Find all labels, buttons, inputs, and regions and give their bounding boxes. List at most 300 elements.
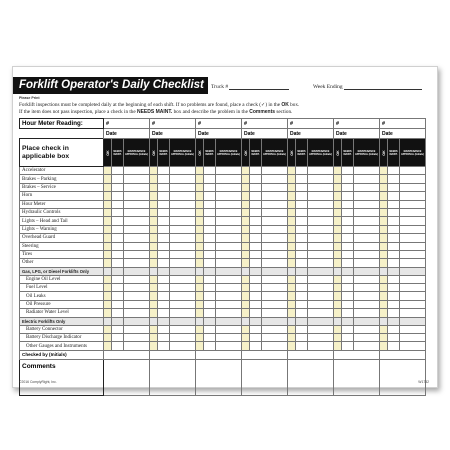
ok-checkbox[interactable] (288, 192, 296, 200)
needs-maint-checkbox[interactable] (388, 200, 400, 208)
maint-approval-field[interactable] (262, 284, 288, 292)
needs-maint-checkbox[interactable] (388, 325, 400, 333)
needs-maint-checkbox[interactable] (158, 342, 170, 350)
needs-maint-checkbox[interactable] (112, 275, 124, 283)
maint-approval-field[interactable] (308, 284, 334, 292)
ok-checkbox[interactable] (104, 292, 112, 300)
needs-maint-checkbox[interactable] (296, 334, 308, 342)
ok-checkbox[interactable] (104, 167, 112, 175)
maint-approval-field[interactable] (262, 242, 288, 250)
maint-approval-field[interactable] (170, 300, 196, 308)
needs-maint-checkbox[interactable] (204, 292, 216, 300)
maint-approval-field[interactable] (262, 259, 288, 267)
needs-maint-checkbox[interactable] (342, 334, 354, 342)
needs-maint-checkbox[interactable] (158, 284, 170, 292)
needs-maint-checkbox[interactable] (158, 200, 170, 208)
maint-approval-field[interactable] (216, 342, 242, 350)
needs-maint-checkbox[interactable] (112, 175, 124, 183)
ok-checkbox[interactable] (196, 208, 204, 216)
ok-checkbox[interactable] (380, 259, 388, 267)
needs-maint-checkbox[interactable] (204, 300, 216, 308)
maint-approval-field[interactable] (124, 225, 150, 233)
needs-maint-checkbox[interactable] (112, 242, 124, 250)
needs-maint-checkbox[interactable] (388, 250, 400, 258)
ok-checkbox[interactable] (196, 259, 204, 267)
needs-maint-checkbox[interactable] (296, 259, 308, 267)
ok-checkbox[interactable] (242, 309, 250, 317)
ok-checkbox[interactable] (196, 225, 204, 233)
needs-maint-checkbox[interactable] (112, 183, 124, 191)
ok-checkbox[interactable] (242, 183, 250, 191)
needs-maint-checkbox[interactable] (388, 334, 400, 342)
ok-checkbox[interactable] (150, 300, 158, 308)
ok-checkbox[interactable] (380, 292, 388, 300)
needs-maint-checkbox[interactable] (250, 325, 262, 333)
maint-approval-field[interactable] (124, 208, 150, 216)
ok-checkbox[interactable] (150, 183, 158, 191)
ok-checkbox[interactable] (380, 217, 388, 225)
maint-approval-field[interactable] (216, 234, 242, 242)
needs-maint-checkbox[interactable] (250, 242, 262, 250)
needs-maint-checkbox[interactable] (250, 167, 262, 175)
ok-checkbox[interactable] (150, 175, 158, 183)
needs-maint-checkbox[interactable] (296, 342, 308, 350)
maint-approval-field[interactable] (170, 259, 196, 267)
needs-maint-checkbox[interactable] (250, 183, 262, 191)
needs-maint-checkbox[interactable] (112, 217, 124, 225)
maint-approval-field[interactable] (170, 309, 196, 317)
needs-maint-checkbox[interactable] (388, 259, 400, 267)
ok-checkbox[interactable] (334, 250, 342, 258)
ok-checkbox[interactable] (380, 325, 388, 333)
needs-maint-checkbox[interactable] (204, 217, 216, 225)
needs-maint-checkbox[interactable] (158, 334, 170, 342)
maint-approval-field[interactable] (124, 300, 150, 308)
ok-checkbox[interactable] (150, 342, 158, 350)
ok-checkbox[interactable] (104, 208, 112, 216)
checked-by-input[interactable] (196, 350, 242, 359)
maint-approval-field[interactable] (124, 167, 150, 175)
ok-checkbox[interactable] (334, 183, 342, 191)
needs-maint-checkbox[interactable] (250, 334, 262, 342)
ok-checkbox[interactable] (196, 200, 204, 208)
ok-checkbox[interactable] (380, 300, 388, 308)
maint-approval-field[interactable] (216, 242, 242, 250)
maint-approval-field[interactable] (216, 225, 242, 233)
needs-maint-checkbox[interactable] (112, 208, 124, 216)
maint-approval-field[interactable] (170, 167, 196, 175)
needs-maint-checkbox[interactable] (388, 342, 400, 350)
ok-checkbox[interactable] (334, 325, 342, 333)
maint-approval-field[interactable] (216, 167, 242, 175)
ok-checkbox[interactable] (334, 309, 342, 317)
ok-checkbox[interactable] (334, 242, 342, 250)
maint-approval-field[interactable] (170, 334, 196, 342)
maint-approval-field[interactable] (262, 234, 288, 242)
ok-checkbox[interactable] (288, 284, 296, 292)
needs-maint-checkbox[interactable] (158, 225, 170, 233)
maint-approval-field[interactable] (216, 250, 242, 258)
maint-approval-field[interactable] (400, 225, 426, 233)
maint-approval-field[interactable] (262, 275, 288, 283)
ok-checkbox[interactable] (196, 192, 204, 200)
ok-checkbox[interactable] (288, 234, 296, 242)
ok-checkbox[interactable] (242, 292, 250, 300)
ok-checkbox[interactable] (380, 234, 388, 242)
checked-by-input[interactable] (288, 350, 334, 359)
ok-checkbox[interactable] (242, 242, 250, 250)
maint-approval-field[interactable] (216, 300, 242, 308)
maint-approval-field[interactable] (400, 275, 426, 283)
maint-approval-field[interactable] (354, 325, 380, 333)
comments-input[interactable] (242, 359, 288, 395)
needs-maint-checkbox[interactable] (250, 250, 262, 258)
maint-approval-field[interactable] (170, 175, 196, 183)
checked-by-input[interactable] (242, 350, 288, 359)
maint-approval-field[interactable] (354, 167, 380, 175)
needs-maint-checkbox[interactable] (250, 208, 262, 216)
ok-checkbox[interactable] (196, 183, 204, 191)
maint-approval-field[interactable] (170, 284, 196, 292)
ok-checkbox[interactable] (150, 242, 158, 250)
maint-approval-field[interactable] (216, 275, 242, 283)
ok-checkbox[interactable] (104, 309, 112, 317)
maint-approval-field[interactable] (400, 167, 426, 175)
maint-approval-field[interactable] (400, 342, 426, 350)
maint-approval-field[interactable] (308, 334, 334, 342)
needs-maint-checkbox[interactable] (112, 250, 124, 258)
needs-maint-checkbox[interactable] (296, 192, 308, 200)
ok-checkbox[interactable] (288, 292, 296, 300)
ok-checkbox[interactable] (288, 250, 296, 258)
maint-approval-field[interactable] (354, 208, 380, 216)
comments-input[interactable] (380, 359, 426, 395)
needs-maint-checkbox[interactable] (342, 192, 354, 200)
needs-maint-checkbox[interactable] (388, 275, 400, 283)
hour-meter-input[interactable] (242, 119, 288, 129)
ok-checkbox[interactable] (334, 334, 342, 342)
needs-maint-checkbox[interactable] (342, 175, 354, 183)
maint-approval-field[interactable] (354, 183, 380, 191)
needs-maint-checkbox[interactable] (204, 275, 216, 283)
hour-meter-input[interactable] (380, 119, 426, 129)
maint-approval-field[interactable] (354, 225, 380, 233)
maint-approval-field[interactable] (308, 200, 334, 208)
ok-checkbox[interactable] (196, 300, 204, 308)
date-input[interactable] (196, 129, 242, 139)
ok-checkbox[interactable] (196, 234, 204, 242)
ok-checkbox[interactable] (104, 342, 112, 350)
ok-checkbox[interactable] (150, 259, 158, 267)
maint-approval-field[interactable] (308, 242, 334, 250)
needs-maint-checkbox[interactable] (112, 300, 124, 308)
maint-approval-field[interactable] (124, 175, 150, 183)
ok-checkbox[interactable] (242, 192, 250, 200)
needs-maint-checkbox[interactable] (158, 167, 170, 175)
maint-approval-field[interactable] (262, 250, 288, 258)
ok-checkbox[interactable] (150, 325, 158, 333)
needs-maint-checkbox[interactable] (250, 217, 262, 225)
needs-maint-checkbox[interactable] (250, 300, 262, 308)
maint-approval-field[interactable] (308, 217, 334, 225)
date-input[interactable] (242, 129, 288, 139)
ok-checkbox[interactable] (242, 217, 250, 225)
ok-checkbox[interactable] (242, 342, 250, 350)
needs-maint-checkbox[interactable] (250, 200, 262, 208)
maint-approval-field[interactable] (170, 234, 196, 242)
maint-approval-field[interactable] (308, 234, 334, 242)
ok-checkbox[interactable] (288, 325, 296, 333)
needs-maint-checkbox[interactable] (112, 325, 124, 333)
maint-approval-field[interactable] (354, 334, 380, 342)
maint-approval-field[interactable] (308, 342, 334, 350)
needs-maint-checkbox[interactable] (342, 342, 354, 350)
needs-maint-checkbox[interactable] (342, 325, 354, 333)
maint-approval-field[interactable] (170, 275, 196, 283)
maint-approval-field[interactable] (216, 217, 242, 225)
maint-approval-field[interactable] (308, 309, 334, 317)
maint-approval-field[interactable] (400, 200, 426, 208)
checked-by-input[interactable] (104, 350, 150, 359)
needs-maint-checkbox[interactable] (158, 217, 170, 225)
ok-checkbox[interactable] (334, 284, 342, 292)
maint-approval-field[interactable] (124, 284, 150, 292)
ok-checkbox[interactable] (150, 284, 158, 292)
hour-meter-input[interactable] (334, 119, 380, 129)
maint-approval-field[interactable] (308, 292, 334, 300)
needs-maint-checkbox[interactable] (112, 292, 124, 300)
maint-approval-field[interactable] (400, 242, 426, 250)
maint-approval-field[interactable] (170, 292, 196, 300)
needs-maint-checkbox[interactable] (296, 275, 308, 283)
needs-maint-checkbox[interactable] (388, 208, 400, 216)
needs-maint-checkbox[interactable] (204, 250, 216, 258)
checked-by-input[interactable] (380, 350, 426, 359)
maint-approval-field[interactable] (354, 234, 380, 242)
date-input[interactable] (288, 129, 334, 139)
truck-field[interactable]: Truck # (211, 84, 289, 90)
maint-approval-field[interactable] (308, 167, 334, 175)
ok-checkbox[interactable] (104, 183, 112, 191)
maint-approval-field[interactable] (216, 292, 242, 300)
ok-checkbox[interactable] (288, 183, 296, 191)
needs-maint-checkbox[interactable] (296, 167, 308, 175)
maint-approval-field[interactable] (400, 208, 426, 216)
ok-checkbox[interactable] (380, 309, 388, 317)
ok-checkbox[interactable] (288, 259, 296, 267)
maint-approval-field[interactable] (216, 309, 242, 317)
ok-checkbox[interactable] (104, 284, 112, 292)
maint-approval-field[interactable] (354, 192, 380, 200)
ok-checkbox[interactable] (380, 334, 388, 342)
needs-maint-checkbox[interactable] (342, 259, 354, 267)
needs-maint-checkbox[interactable] (296, 309, 308, 317)
needs-maint-checkbox[interactable] (250, 175, 262, 183)
ok-checkbox[interactable] (104, 200, 112, 208)
ok-checkbox[interactable] (334, 292, 342, 300)
needs-maint-checkbox[interactable] (158, 300, 170, 308)
ok-checkbox[interactable] (380, 284, 388, 292)
needs-maint-checkbox[interactable] (112, 225, 124, 233)
comments-input[interactable] (196, 359, 242, 395)
maint-approval-field[interactable] (400, 300, 426, 308)
ok-checkbox[interactable] (334, 208, 342, 216)
maint-approval-field[interactable] (216, 200, 242, 208)
ok-checkbox[interactable] (334, 275, 342, 283)
maint-approval-field[interactable] (308, 175, 334, 183)
ok-checkbox[interactable] (104, 242, 112, 250)
maint-approval-field[interactable] (308, 208, 334, 216)
maint-approval-field[interactable] (124, 342, 150, 350)
needs-maint-checkbox[interactable] (342, 208, 354, 216)
needs-maint-checkbox[interactable] (158, 208, 170, 216)
date-input[interactable] (380, 129, 426, 139)
maint-approval-field[interactable] (216, 284, 242, 292)
needs-maint-checkbox[interactable] (296, 242, 308, 250)
needs-maint-checkbox[interactable] (204, 242, 216, 250)
hour-meter-input[interactable] (150, 119, 196, 129)
ok-checkbox[interactable] (196, 292, 204, 300)
ok-checkbox[interactable] (288, 334, 296, 342)
maint-approval-field[interactable] (400, 259, 426, 267)
needs-maint-checkbox[interactable] (250, 309, 262, 317)
ok-checkbox[interactable] (104, 192, 112, 200)
ok-checkbox[interactable] (242, 175, 250, 183)
ok-checkbox[interactable] (104, 175, 112, 183)
needs-maint-checkbox[interactable] (296, 284, 308, 292)
needs-maint-checkbox[interactable] (250, 259, 262, 267)
ok-checkbox[interactable] (104, 325, 112, 333)
comments-input[interactable] (288, 359, 334, 395)
ok-checkbox[interactable] (380, 175, 388, 183)
maint-approval-field[interactable] (124, 275, 150, 283)
ok-checkbox[interactable] (196, 334, 204, 342)
needs-maint-checkbox[interactable] (388, 217, 400, 225)
needs-maint-checkbox[interactable] (342, 183, 354, 191)
needs-maint-checkbox[interactable] (342, 234, 354, 242)
ok-checkbox[interactable] (288, 175, 296, 183)
maint-approval-field[interactable] (170, 200, 196, 208)
ok-checkbox[interactable] (288, 225, 296, 233)
needs-maint-checkbox[interactable] (204, 309, 216, 317)
needs-maint-checkbox[interactable] (342, 300, 354, 308)
hour-meter-input[interactable] (288, 119, 334, 129)
maint-approval-field[interactable] (216, 208, 242, 216)
ok-checkbox[interactable] (104, 275, 112, 283)
needs-maint-checkbox[interactable] (342, 309, 354, 317)
ok-checkbox[interactable] (196, 175, 204, 183)
needs-maint-checkbox[interactable] (342, 217, 354, 225)
needs-maint-checkbox[interactable] (388, 167, 400, 175)
needs-maint-checkbox[interactable] (204, 284, 216, 292)
needs-maint-checkbox[interactable] (342, 167, 354, 175)
needs-maint-checkbox[interactable] (296, 183, 308, 191)
maint-approval-field[interactable] (170, 208, 196, 216)
ok-checkbox[interactable] (150, 217, 158, 225)
needs-maint-checkbox[interactable] (204, 334, 216, 342)
maint-approval-field[interactable] (354, 175, 380, 183)
ok-checkbox[interactable] (380, 183, 388, 191)
maint-approval-field[interactable] (124, 292, 150, 300)
ok-checkbox[interactable] (334, 259, 342, 267)
ok-checkbox[interactable] (196, 284, 204, 292)
needs-maint-checkbox[interactable] (204, 325, 216, 333)
maint-approval-field[interactable] (170, 192, 196, 200)
needs-maint-checkbox[interactable] (250, 225, 262, 233)
maint-approval-field[interactable] (400, 183, 426, 191)
maint-approval-field[interactable] (262, 200, 288, 208)
ok-checkbox[interactable] (242, 300, 250, 308)
maint-approval-field[interactable] (354, 259, 380, 267)
ok-checkbox[interactable] (242, 225, 250, 233)
ok-checkbox[interactable] (334, 192, 342, 200)
ok-checkbox[interactable] (288, 200, 296, 208)
needs-maint-checkbox[interactable] (388, 234, 400, 242)
needs-maint-checkbox[interactable] (388, 175, 400, 183)
ok-checkbox[interactable] (334, 342, 342, 350)
needs-maint-checkbox[interactable] (158, 325, 170, 333)
ok-checkbox[interactable] (380, 200, 388, 208)
maint-approval-field[interactable] (262, 309, 288, 317)
needs-maint-checkbox[interactable] (388, 300, 400, 308)
ok-checkbox[interactable] (380, 225, 388, 233)
date-input[interactable] (104, 129, 150, 139)
maint-approval-field[interactable] (262, 325, 288, 333)
hour-meter-input[interactable] (104, 119, 150, 129)
ok-checkbox[interactable] (334, 217, 342, 225)
needs-maint-checkbox[interactable] (296, 225, 308, 233)
needs-maint-checkbox[interactable] (204, 225, 216, 233)
needs-maint-checkbox[interactable] (112, 309, 124, 317)
maint-approval-field[interactable] (170, 342, 196, 350)
maint-approval-field[interactable] (308, 250, 334, 258)
ok-checkbox[interactable] (242, 334, 250, 342)
ok-checkbox[interactable] (242, 200, 250, 208)
maint-approval-field[interactable] (170, 325, 196, 333)
needs-maint-checkbox[interactable] (158, 192, 170, 200)
maint-approval-field[interactable] (170, 183, 196, 191)
needs-maint-checkbox[interactable] (388, 225, 400, 233)
ok-checkbox[interactable] (288, 208, 296, 216)
ok-checkbox[interactable] (104, 334, 112, 342)
needs-maint-checkbox[interactable] (204, 183, 216, 191)
checked-by-input[interactable] (334, 350, 380, 359)
ok-checkbox[interactable] (150, 309, 158, 317)
ok-checkbox[interactable] (334, 225, 342, 233)
maint-approval-field[interactable] (124, 192, 150, 200)
maint-approval-field[interactable] (124, 183, 150, 191)
maint-approval-field[interactable] (262, 217, 288, 225)
needs-maint-checkbox[interactable] (250, 275, 262, 283)
needs-maint-checkbox[interactable] (112, 342, 124, 350)
maint-approval-field[interactable] (216, 183, 242, 191)
maint-approval-field[interactable] (262, 192, 288, 200)
hour-meter-input[interactable] (196, 119, 242, 129)
ok-checkbox[interactable] (150, 234, 158, 242)
needs-maint-checkbox[interactable] (204, 200, 216, 208)
ok-checkbox[interactable] (242, 167, 250, 175)
needs-maint-checkbox[interactable] (296, 292, 308, 300)
maint-approval-field[interactable] (354, 217, 380, 225)
needs-maint-checkbox[interactable] (296, 175, 308, 183)
needs-maint-checkbox[interactable] (158, 175, 170, 183)
maint-approval-field[interactable] (124, 250, 150, 258)
maint-approval-field[interactable] (400, 284, 426, 292)
ok-checkbox[interactable] (242, 275, 250, 283)
needs-maint-checkbox[interactable] (388, 242, 400, 250)
ok-checkbox[interactable] (150, 225, 158, 233)
ok-checkbox[interactable] (104, 225, 112, 233)
